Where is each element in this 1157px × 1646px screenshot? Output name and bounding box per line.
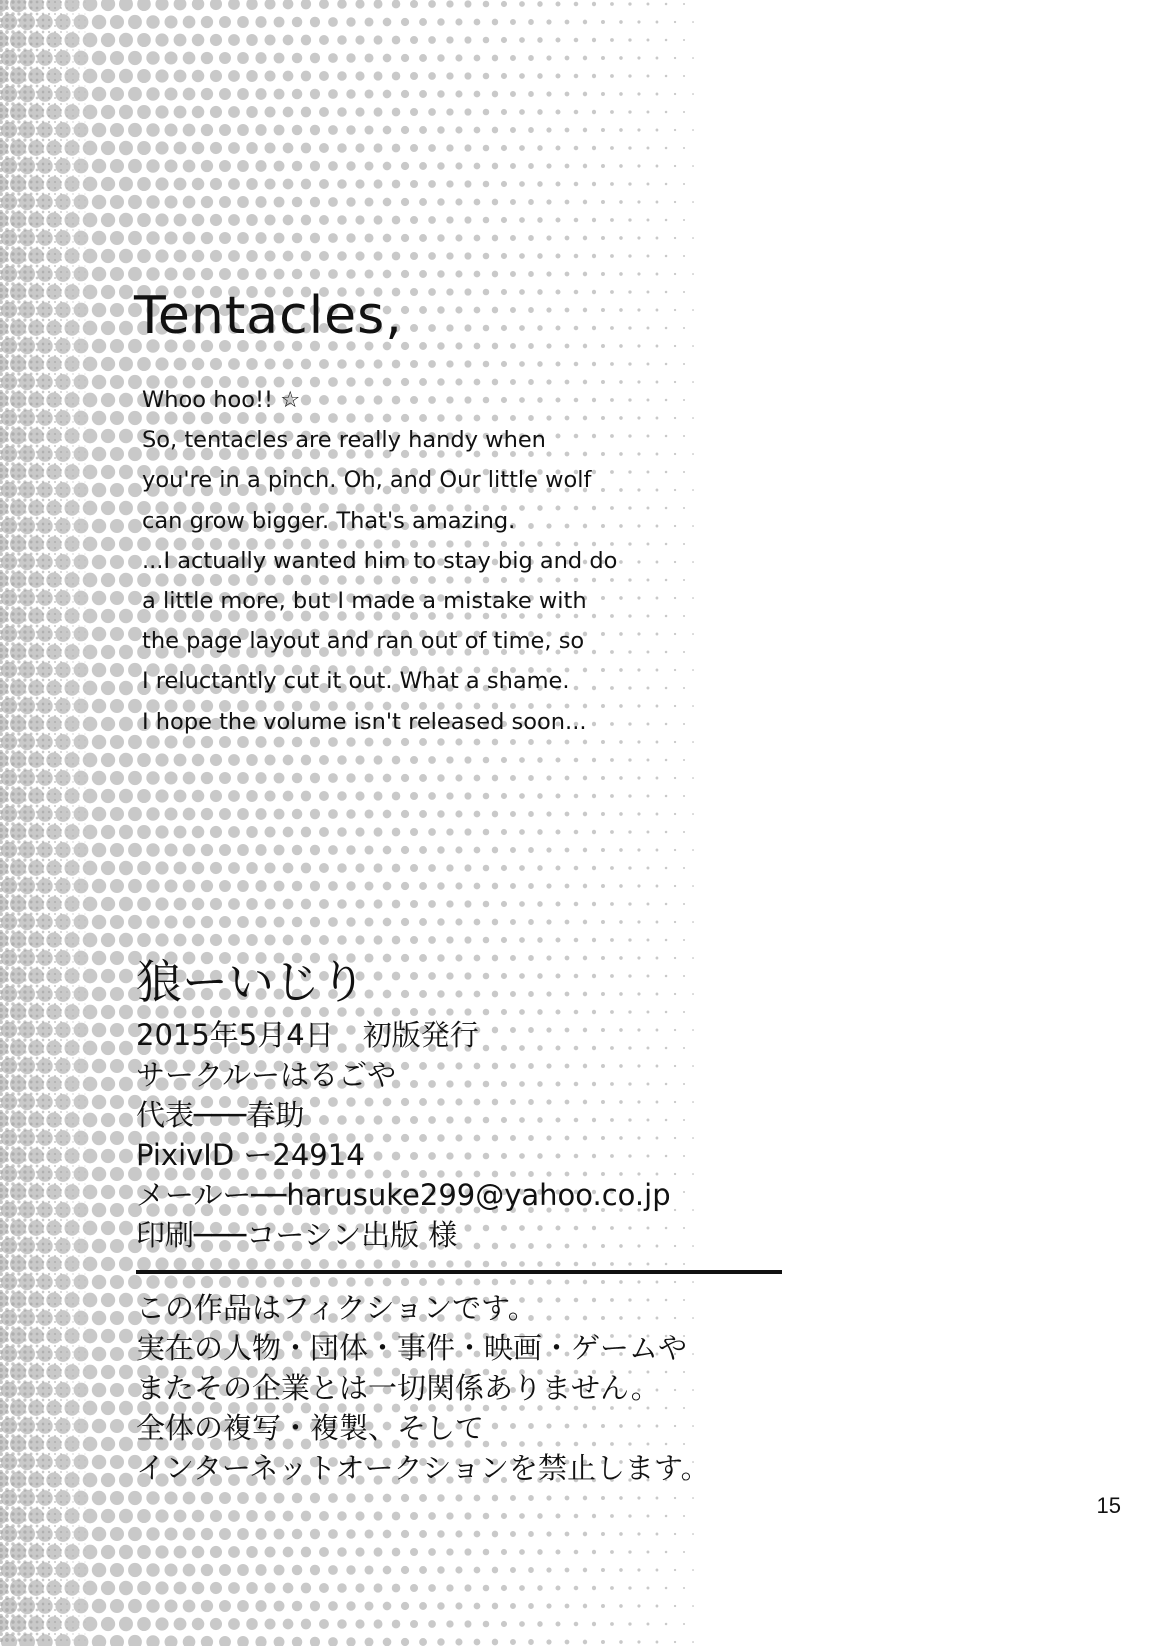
book-title: 狼ーいじり [136,955,366,1009]
afterword-line: Whoo hoo!! ☆ [142,387,301,413]
publication-date: 2015年5月4日 初版発行 [136,1018,479,1052]
afterword-line: ...I actually wanted him to stay big and do [142,547,618,574]
printer: 印刷───コーシン出版 様 [136,1218,458,1252]
afterword-line: I reluctantly cut it out. What a shame. [142,668,570,695]
afterword-line: So, tentacles are really handy when [142,427,546,454]
divider-rule [136,1270,782,1274]
notice-line: インターネットオークションを禁止します。 [136,1451,710,1485]
afterword-line: the page layout and ran out of time, so [142,628,585,655]
afterword-line: you're in a pinch. Oh, and Our little wolf [142,467,592,494]
afterword-line: a little more, but I made a mistake with [142,587,587,614]
circle-name: サークルーはるごや [136,1058,397,1092]
notice-line: 実在の人物・団体・事件・映画・ゲームや [136,1331,688,1365]
email: メールー──harusuke299@yahoo.co.jp [136,1178,671,1212]
representative: 代表───春助 [136,1098,305,1132]
pixiv-id: PixivID ー24914 [136,1138,365,1172]
afterword-title: Tentacles, [134,286,403,346]
colophon [136,955,776,1255]
notice-line: この作品はフィクションです。 [136,1291,537,1325]
afterword-body [142,380,762,742]
notice-line: またその企業とは一切関係ありません。 [136,1371,660,1405]
disclaimer-notice [136,1288,836,1488]
notice-line: 全体の複写・複製、そして [136,1411,485,1445]
page-number: 15 [1096,1493,1121,1518]
afterword-line: I hope the volume isn't released soon... [142,708,587,735]
afterword-line: can grow bigger. That's amazing. [142,507,516,534]
